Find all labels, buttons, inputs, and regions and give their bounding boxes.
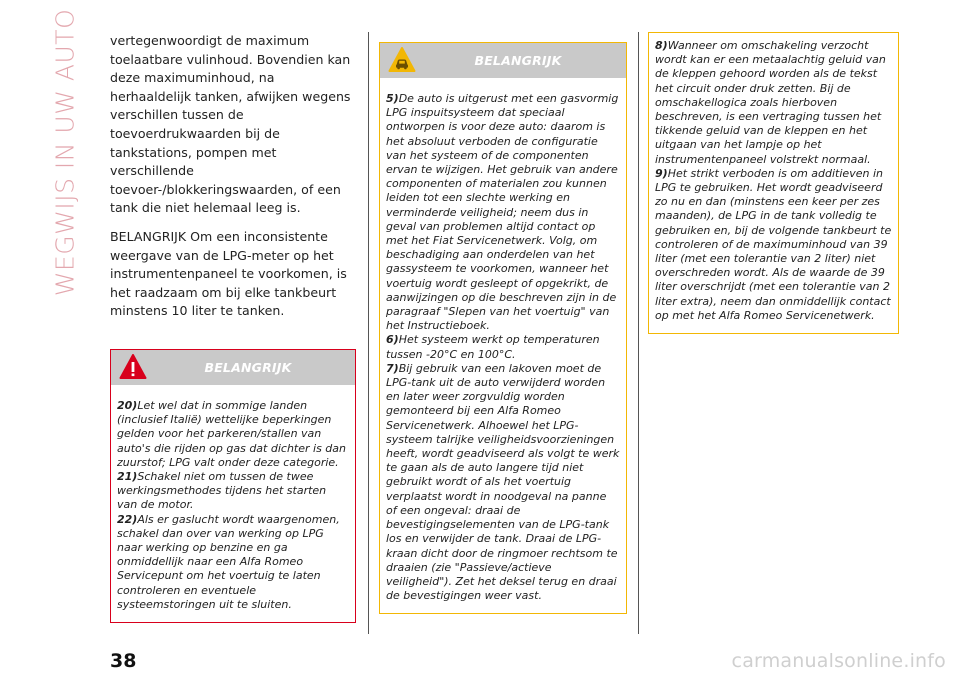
important-box-yellow-continued bbox=[648, 32, 899, 334]
note-number: 6) bbox=[386, 333, 399, 347]
note-text: Het strikt verboden is om additieven in LPG te gebruiken. Het wordt geadviseerd zo nu en dan (minstens een keer per zes maanden), de LPG in de tank volledig te gebruiken en, bij de volgende tankbeurt te controleren of de maximuminhoud van 39 liter (met een tolerantie van 2 liter) niet overschreden wordt. Als de waarde de 39 liter overschrijdt (met een tolerantie van 2 liter extra), neem dan onmiddellijk contact op met het Alfa Romeo Servicenetwerk. bbox=[655, 166, 892, 322]
note-item bbox=[655, 39, 892, 167]
note-number: 21) bbox=[117, 469, 138, 483]
note-text: Let wel dat in sommige landen (inclusief Italië) wettelijke beperkingen gelden voor het parkeren/stallen van auto's die rijden op gas dat dichter is dan zuurstof; LPG valt onder deze categorie. bbox=[117, 398, 346, 469]
note-number: 5) bbox=[386, 92, 399, 105]
note-item bbox=[117, 470, 349, 513]
note-text: De auto is uitgerust met een gasvormig LPG inspuitsysteem dat speciaal ontworpen is voor deze auto: daarom is het absoluut verboden de configuratie van het systeem of de componenten ervan te wijzigen. Het gebruik van andere componenten of materialen zou kunnen leiden tot een slechte werking en verminderde veiligheid; neem dus in geval van problemen altijd contact op met het Fiat Servicenetwerk. Volg, om beschadiging aan onderdelen van het gassysteem te voorkomen, wanneer het voertuig wordt gesleept of opgekrikt, de aanwijzingen op die beschreven zijn in de paragraaf "Slepen van het voertuig" van het Instructieboek. bbox=[386, 92, 619, 333]
important-box-title: BELANGRIJK bbox=[474, 53, 562, 68]
column-divider-2 bbox=[638, 32, 639, 634]
note-item bbox=[386, 92, 620, 333]
column-divider-1 bbox=[368, 32, 369, 634]
note-item bbox=[386, 333, 620, 361]
note-text: Wanneer om omschakeling verzocht wordt kan er een metaalachtig geluid van de kleppen gehoord worden als de tekst het circuit onder druk zetten. Bij de omschakellogica zoals hierboven beschreven, is een vertraging tussen het tikkende geluid van de kleppen en het uitgaan van het lampje op het instrumentenpaneel volstrekt normaal. bbox=[655, 39, 886, 166]
column-3 bbox=[648, 32, 899, 334]
section-side-title bbox=[50, 8, 80, 296]
warning-triangle-icon bbox=[119, 353, 147, 381]
important-box-body bbox=[111, 385, 355, 622]
note-text: Als er gaslucht wordt waargenomen, schakel dan over van werking op LPG naar werking op benzine en ga onmiddellijk naar een Alfa Romeo Servicepunt om het voertuig te laten controleren en eventuele systeemstoringen uit te sluiten. bbox=[117, 512, 340, 611]
note-text: Het systeem werkt op temperaturen tussen -20°C en 100°C. bbox=[386, 333, 600, 361]
note-number: 9) bbox=[655, 166, 668, 180]
note-text: Schakel niet om tussen de twee werkingsmethodes tijdens het starten van de motor. bbox=[117, 469, 327, 512]
important-box-header bbox=[380, 43, 626, 78]
important-box-title: BELANGRIJK bbox=[204, 359, 292, 375]
note-number: 22) bbox=[117, 512, 138, 526]
column-2 bbox=[379, 32, 627, 614]
note-number: 7) bbox=[386, 361, 399, 375]
important-box-header bbox=[111, 350, 355, 385]
note-item bbox=[117, 399, 349, 470]
note-item bbox=[117, 513, 349, 612]
car-warning-icon bbox=[388, 46, 416, 74]
important-box-red bbox=[110, 349, 356, 623]
important-box-body bbox=[380, 78, 626, 613]
note-item bbox=[655, 167, 892, 323]
paragraph-2: BELANGRIJK Om een inconsistente weergave van de LPG-meter op het instrumentenpaneel te voorkomen, is het raadzaam om bij elke tankbeurt minstens 10 liter te tanken. bbox=[110, 228, 347, 319]
note-text: Bij gebruik van een lakoven moet de LPG-tank uit de auto verwijderd worden en later weer zorgvuldig worden gemonteerd bij een Alfa Romeo Servicenetwerk. Alhoewel het LPG-systeem talrijke veiligheidsvoorzieningen heeft, wordt geadviseerd als volgt te werk te gaan als de auto langere tijd niet gebruikt wordt of als het voertuig verplaatst wordt in noodgeval na panne of een ongeval: draai de bevestigingselementen van de LPG-tank los en verwijder de tank. Draai de LPG-kraan dicht door de ringmoer rechtsom te draaien (zie "Passieve/actieve veiligheid"). Zet het deksel terug en draai de bevestigingen weer vast. bbox=[386, 361, 620, 603]
paragraph-1: vertegenwoordigt de maximum toelaatbare vulinhoud. Bovendien kan deze maximuminhoud, na herhaaldelijk tanken, afwijken wegens verschillen tussen de toevoerdrukwaarden bij de tankstations, pompen met verschillende toevoer-/blokkeringswaarden, of een tank die niet helemaal leeg is. bbox=[110, 33, 351, 216]
watermark: carmanualsonline.info bbox=[731, 650, 946, 672]
important-box-body bbox=[649, 33, 898, 333]
column-1 bbox=[110, 32, 356, 623]
note-item bbox=[386, 362, 620, 603]
note-number: 8) bbox=[655, 39, 668, 52]
note-number: 20) bbox=[117, 398, 138, 412]
page-number: 38 bbox=[110, 650, 137, 672]
body-text bbox=[110, 32, 356, 321]
side-title-text: WEGWIJS IN UW AUTO bbox=[50, 8, 80, 296]
important-box-yellow bbox=[379, 42, 627, 614]
